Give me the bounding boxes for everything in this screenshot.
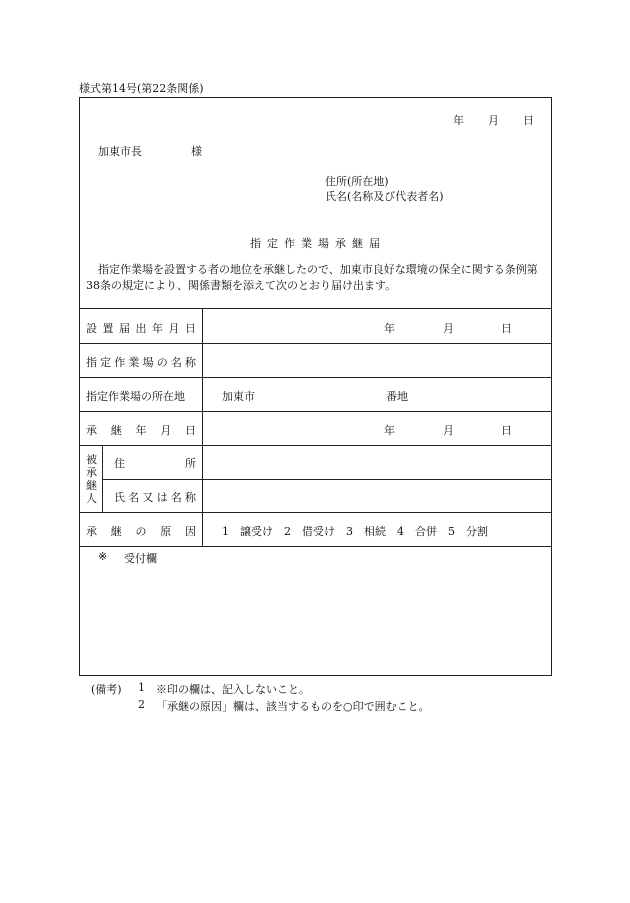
applicant-address-label: 住所(所在地) [325, 175, 389, 188]
succession-reason-options[interactable]: 1 譲受け 2 借受け 3 相続 4 合併 5 分割 [222, 525, 488, 538]
site-city-text: 加東市 [222, 390, 255, 403]
succession-date-label: 承 継 年 月 日 [86, 424, 196, 437]
row-line [80, 377, 551, 378]
predecessor-address-field[interactable] [204, 447, 549, 477]
setup-date-label: 設 置 届 出 年 月 日 [86, 322, 196, 335]
row-line [80, 445, 551, 446]
remark-2-text: 「承継の原因」欄は、該当するものを○印で囲むこと。 [156, 700, 430, 713]
site-banchi-text: 番地 [386, 390, 408, 403]
table-top-line [80, 308, 551, 309]
setup-month-field[interactable]: 月 [443, 322, 454, 335]
addressee-name: 加東市長 [98, 145, 142, 158]
applicant-name-label: 氏名(名称及び代表者名) [325, 190, 444, 203]
succession-reason-label: 承 継 の 原 因 [86, 525, 196, 538]
remarks-heading: (備考) [91, 683, 122, 696]
predecessor-address-label: 住 所 [114, 457, 196, 470]
group-label-divider [102, 445, 103, 512]
site-location-label: 指定作業場の所在地 [86, 390, 185, 403]
setup-day-field[interactable]: 日 [501, 322, 512, 335]
table-bottom-line [80, 546, 551, 547]
predecessor-group-label: 被 承 継 人 [86, 453, 97, 505]
document-title: 指定作業場承継届 [250, 237, 386, 250]
remark-1-text: ※印の欄は、記入しないこと。 [156, 683, 310, 696]
predecessor-name-label: 氏 名 又 は 名 称 [114, 491, 196, 504]
form-number-label: 様式第14号(第22条関係) [79, 82, 204, 95]
form-frame [79, 97, 552, 676]
row-line [80, 343, 551, 344]
succession-month-field[interactable]: 月 [443, 424, 454, 437]
succession-year-field[interactable]: 年 [384, 424, 395, 437]
row-line [80, 512, 551, 513]
site-name-label: 指 定 作 業 場 の 名 称 [86, 356, 196, 369]
site-name-field[interactable] [204, 345, 549, 376]
remark-1-number: 1 [138, 681, 145, 694]
remark-2-number: 2 [138, 698, 145, 711]
date-month-label: 月 [488, 114, 499, 127]
succession-day-field[interactable]: 日 [501, 424, 512, 437]
addressee-honorific: 様 [191, 145, 202, 158]
reception-label: 受付欄 [124, 552, 157, 565]
date-year-label: 年 [453, 114, 464, 127]
declaration-text: 指定作業場を設置する者の地位を承継したので、加東市良好な環境の保全に関する条例第38条の規定により、関係書類を添えて次のとおり届け出ます。 [86, 263, 538, 292]
row-line [102, 479, 551, 480]
date-day-label: 日 [523, 114, 534, 127]
row-line [80, 411, 551, 412]
predecessor-name-field[interactable] [204, 481, 549, 510]
setup-year-field[interactable]: 年 [384, 322, 395, 335]
label-column-divider [202, 308, 203, 546]
reception-mark: ※ [98, 550, 108, 563]
